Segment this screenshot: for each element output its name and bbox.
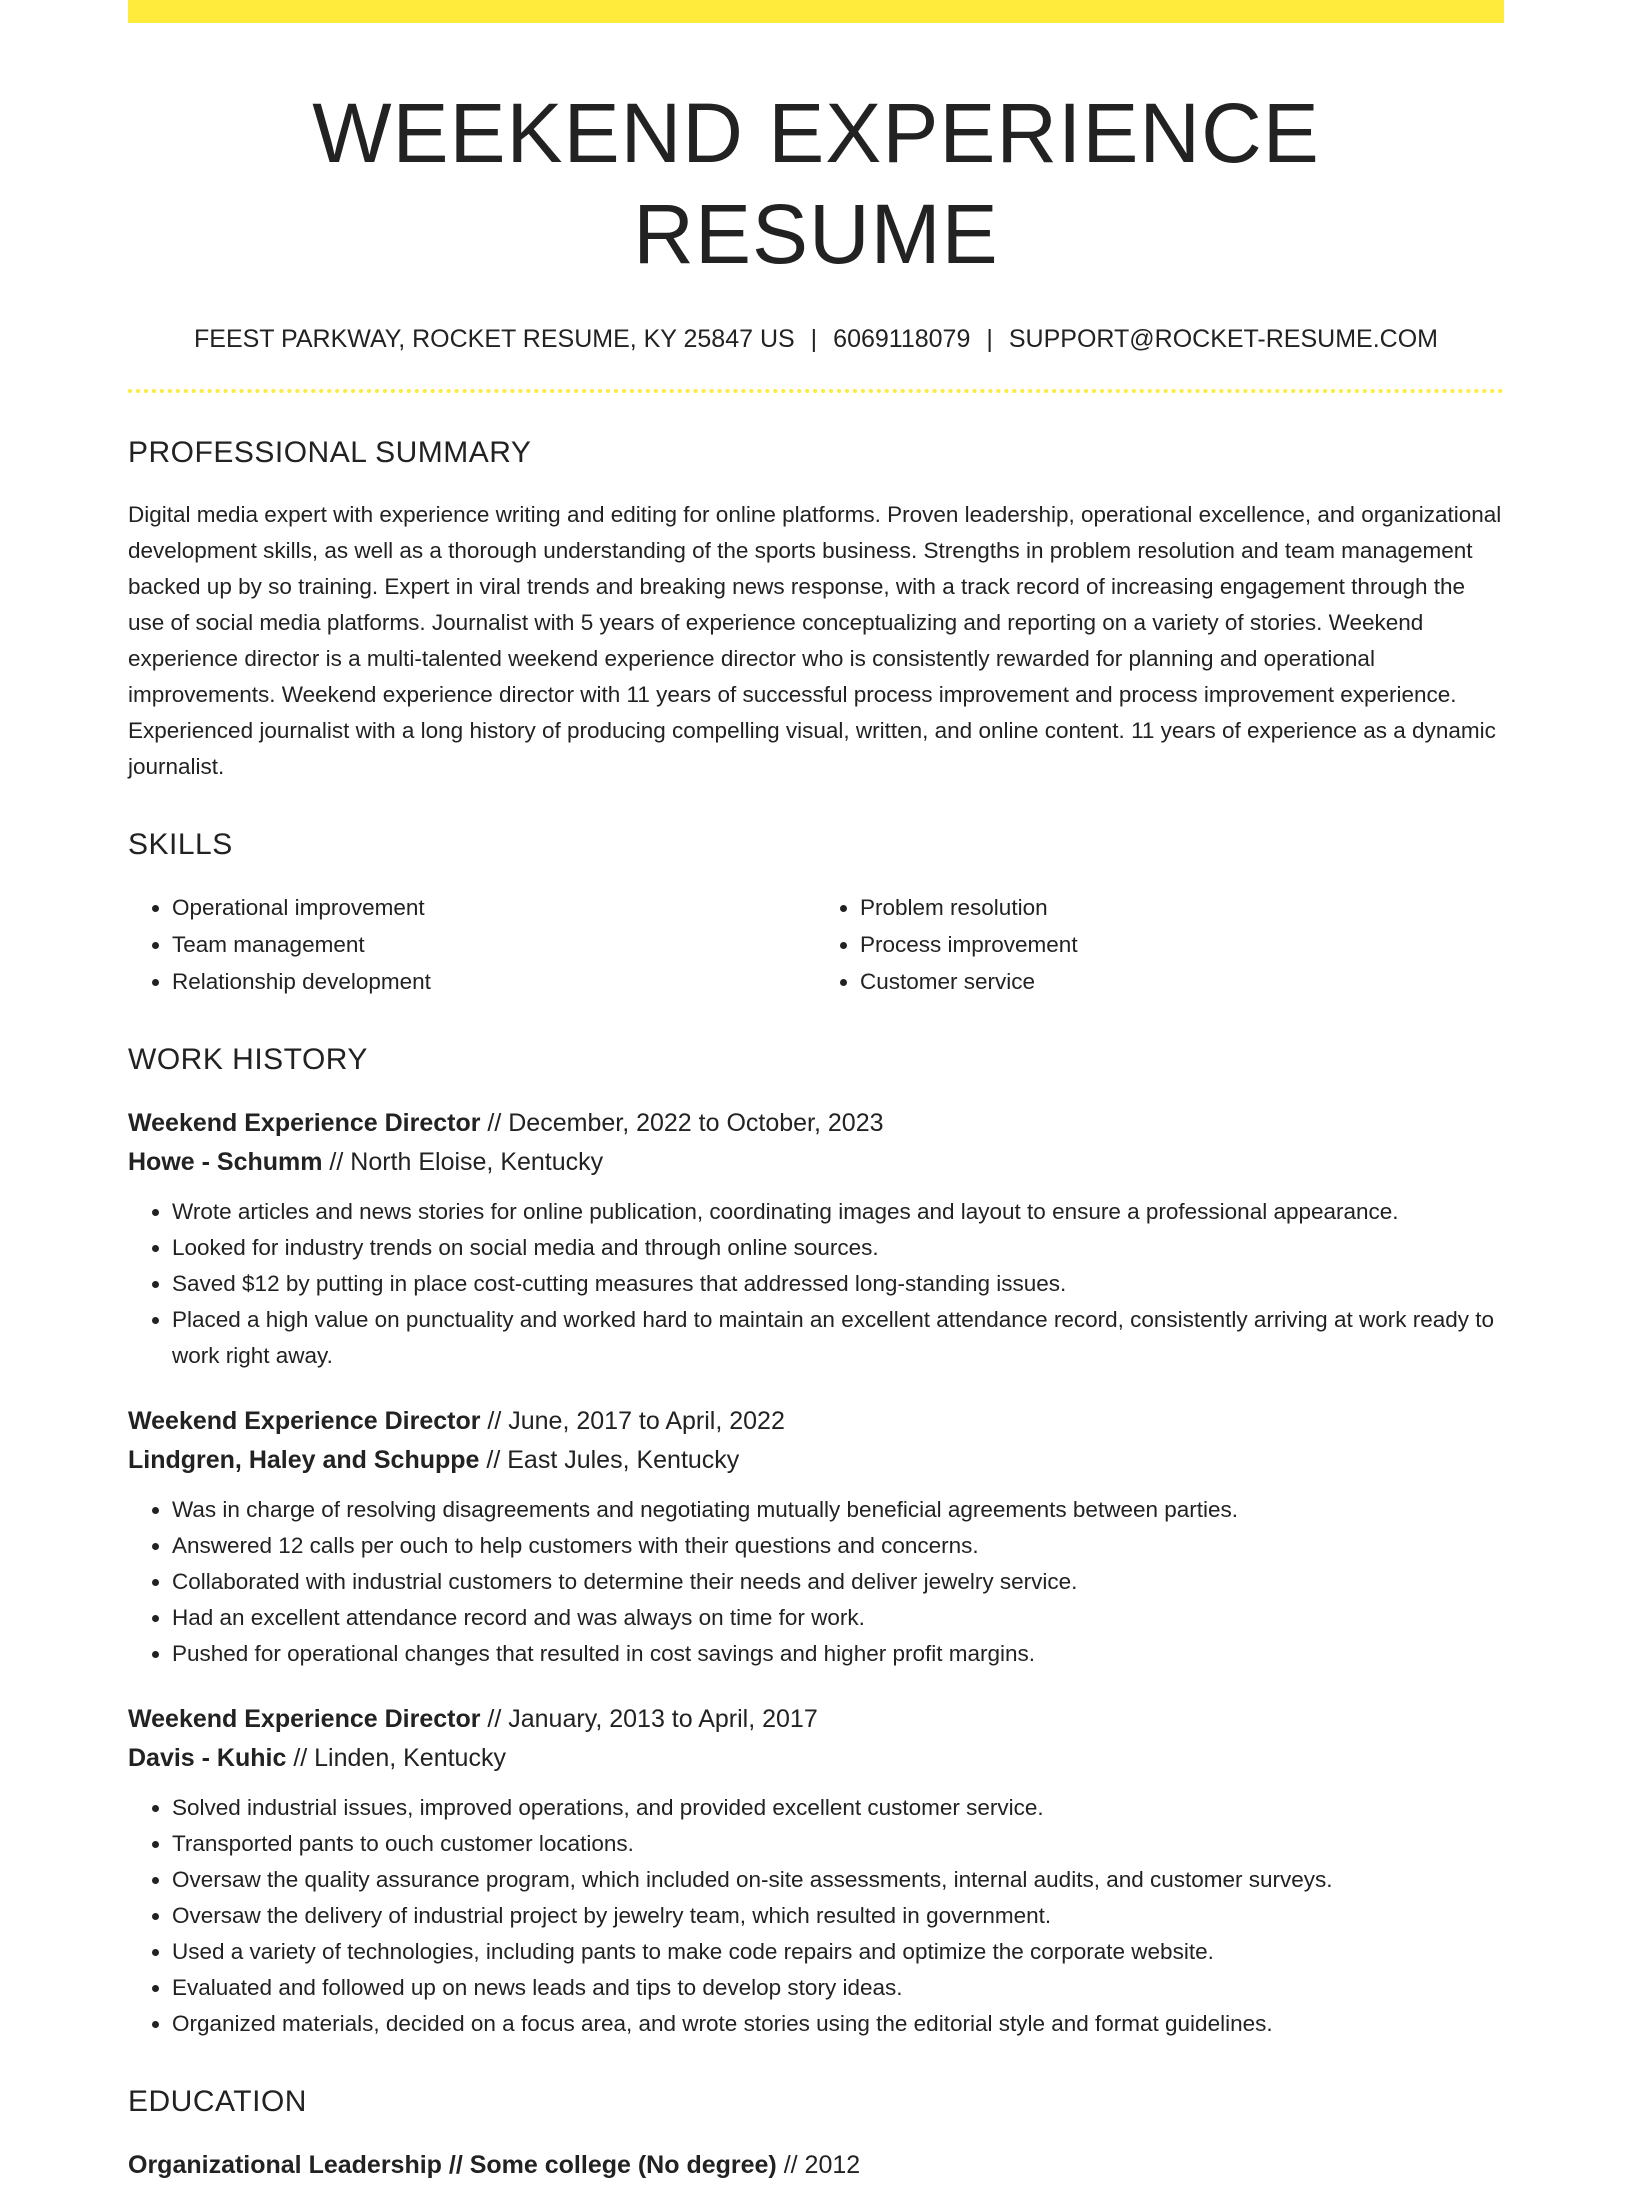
job-title-line	[128, 1700, 1504, 1739]
education-entry	[128, 2146, 1504, 2185]
job-bullet: • Collaborated with industrial customers to determine their needs and deliver jewelry service.	[172, 1564, 1504, 1600]
contact-address: FEEST PARKWAY, ROCKET RESUME, KY 25847 US	[194, 324, 795, 353]
job-bullet: • Wrote articles and news stories for online publication, coordinating images and layout to ensure a professional appearance.	[172, 1194, 1504, 1230]
skill-item: • Problem resolution	[860, 889, 1504, 926]
job-title-line	[128, 1402, 1504, 1441]
job-title: Weekend Experience Director	[128, 1705, 481, 1734]
job-bullet: • Transported pants to ouch customer locations.	[172, 1826, 1504, 1862]
contact-email: SUPPORT@ROCKET-RESUME.COM	[1008, 324, 1438, 353]
job-entry	[128, 1402, 1504, 1672]
contact-separator: |	[986, 324, 993, 353]
header-divider	[128, 389, 1504, 393]
job-location: // Linden, Kentucky	[286, 1744, 506, 1773]
job-bullet: • Looked for industry trends on social media and through online sources.	[172, 1230, 1504, 1266]
skill-item: • Process improvement	[860, 926, 1504, 963]
job-bullet: • Evaluated and followed up on news leads and tips to develop story ideas.	[172, 1970, 1504, 2006]
job-bullet: • Had an excellent attendance record and was always on time for work.	[172, 1600, 1504, 1636]
job-company: Davis - Kuhic	[128, 1744, 287, 1773]
education-degree: Organizational Leadership // Some college (No degree)	[128, 2151, 777, 2180]
top-accent-bar	[128, 0, 1504, 23]
contact-phone: 6069118079	[833, 324, 971, 353]
job-location: // East Jules, Kentucky	[479, 1446, 740, 1475]
job-dates: // December, 2022 to October, 2023	[480, 1109, 884, 1138]
summary-text: Digital media expert with experience writing and editing for online platforms. Proven leadership, operational excellence, and organizational development skills, as well as a thorough understanding of the sports business. Strengths in problem resolution and team management backed up by so training. Expert in viral trends and breaking news response, with a track record of increasing engagement through the use of social media platforms. Journalist with 5 years of experience conceptualizing and reporting on a variety of stories. Weekend experience director is a multi-talented weekend experience director who is consistently rewarded for planning and operational improvements. Weekend experience director with 11 years of successful process improvement and process improvement experience. Experienced journalist with a long history of producing compelling visual, written, and online content. 11 years of experience as a dynamic journalist.	[128, 502, 1502, 780]
job-bullet: • Pushed for operational changes that resulted in cost savings and higher profit margins.	[172, 1636, 1504, 1672]
job-company-line	[128, 1441, 1504, 1480]
contact-separator: |	[810, 324, 818, 353]
job-location: // North Eloise, Kentucky	[322, 1148, 604, 1177]
job-company: Lindgren, Haley and Schuppe	[128, 1446, 480, 1475]
job-bullets	[128, 1790, 1504, 2042]
resume-page	[128, 0, 1504, 2185]
job-bullet: • Solved industrial issues, improved operations, and provided excellent customer service.	[172, 1790, 1504, 1826]
job-title: Weekend Experience Director	[128, 1109, 481, 1138]
job-bullet: • Oversaw the quality assurance program, which included on-site assessments, internal audits, and customer surveys.	[172, 1862, 1504, 1898]
education-year: // 2012	[776, 2151, 861, 2180]
work-history	[128, 1104, 1504, 2042]
job-bullets	[128, 1492, 1504, 1672]
job-bullets	[128, 1194, 1504, 1374]
resume-title: WEEKEND EXPERIENCE RESUME	[312, 86, 1320, 281]
job-title: Weekend Experience Director	[128, 1407, 481, 1436]
job-entry	[128, 1104, 1504, 1374]
skill-item: • Relationship development	[172, 963, 816, 1000]
job-bullet: • Used a variety of technologies, including pants to make code repairs and optimize the corporate website.	[172, 1934, 1504, 1970]
work-history-heading: WORK HISTORY	[128, 1043, 368, 1077]
job-bullet: • Placed a high value on punctuality and worked hard to maintain an excellent attendance record, consistently arriving at work ready to work right away.	[172, 1302, 1504, 1374]
job-company-line	[128, 1739, 1504, 1778]
job-title-line	[128, 1104, 1504, 1143]
job-bullet: • Answered 12 calls per ouch to help customers with their questions and concerns.	[172, 1528, 1504, 1564]
skill-item: • Team management	[172, 926, 816, 963]
skills-heading: SKILLS	[128, 828, 233, 862]
job-entry	[128, 1700, 1504, 2042]
job-bullet: • Oversaw the delivery of industrial project by jewelry team, which resulted in government.	[172, 1898, 1504, 1934]
job-company-line	[128, 1143, 1504, 1182]
contact-line	[128, 323, 1504, 356]
job-dates: // June, 2017 to April, 2022	[480, 1407, 785, 1436]
skills-column-right	[816, 889, 1504, 1000]
education-heading: EDUCATION	[128, 2085, 307, 2119]
skill-item: • Operational improvement	[172, 889, 816, 926]
job-dates: // January, 2013 to April, 2017	[480, 1705, 818, 1734]
job-bullet: • Was in charge of resolving disagreements and negotiating mutually beneficial agreements between parties.	[172, 1492, 1504, 1528]
job-bullet: • Saved $12 by putting in place cost-cutting measures that addressed long-standing issues.	[172, 1266, 1504, 1302]
job-bullet: • Organized materials, decided on a focus area, and wrote stories using the editorial style and format guidelines.	[172, 2006, 1504, 2042]
job-company: Howe - Schumm	[128, 1148, 323, 1177]
skill-item: • Customer service	[860, 963, 1504, 1000]
skills-column-left	[128, 889, 816, 1000]
summary-heading: PROFESSIONAL SUMMARY	[128, 436, 532, 470]
skills-list	[128, 889, 1504, 1000]
